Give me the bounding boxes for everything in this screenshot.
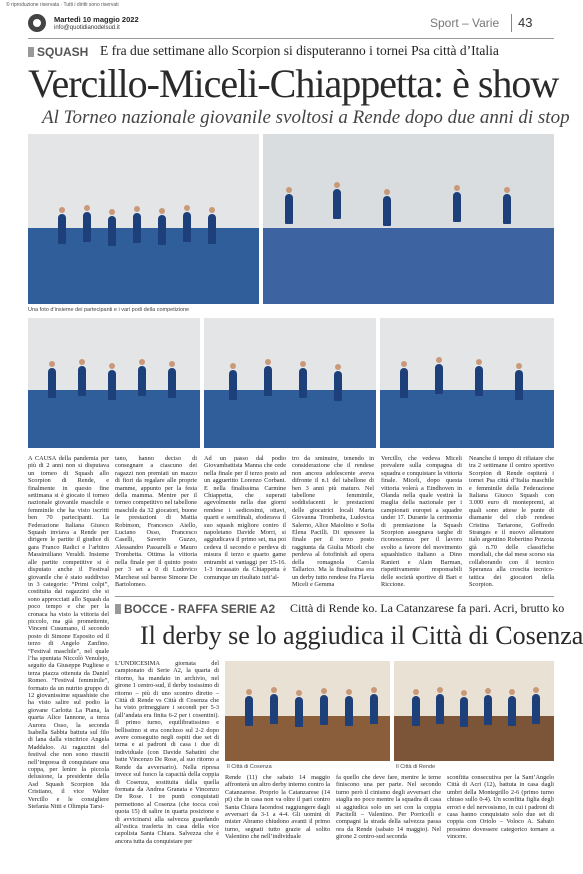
issue-date: Martedì 10 maggio 2022 [54,15,139,24]
podium-photo [380,318,554,448]
page-number: 43 [518,15,533,30]
contact-email: info@quotidianodelsud.it [54,25,120,31]
article-column: A CAUSA della pandemia per più di 2 anni non si disputava un torneo di Squash allo Scorpion di Rende, e finalmente in questo fine settimana si è giocato il torneo nazionale giovanile maschile e femminile che ha visto iscritti ben 70 partecipanti. La Federazione Italiana Giuoco Squash inviava a Rende per dirigere le partite il giudice di gara Franco Radici e l’arbitro Massimiliano Veraldi. Insieme alle partite competitive si è disputato anche il Festival giovanile che è stato suddiviso in 3 categorie: “Primi colpi”, costituita dai ragazzini che si sono approcciati allo Squash da poco tempo e che per la cronaca ha visto la vittoria del piccolo, ma già promettente, Vincent Cusumano, il secondo posto di Simone Esposito ed il terzo di Angelo Zanfino. “Festival maschile”, nel quale l’ha spuntata Niccolò Venulejo, seguito da Giuseppe Pugliese e terza piazza ottenuta da Daniel Romeo. “Festival femminile”, formato da un nutrito gruppo di 12 giovanissime squashiste che ha visto salire sul podio la giovane Carlotta La Piana, la quarta Alice Iannone, a terza Aurora Osso, la seconda Isabella Sabbia battuta sul filo di lana dalla vincitrice Angela Maddaloo. Ai ragazzini del festival che non sono riusciti nell’impresa di conquistare una coppa, per lenire la piccola delusione, la presidente della Asd Squash Scorpion Ida Cristiano, il vice Walter Vercillo e le consigliere Stefania Nitti e Olimpia Tarsi- [28,455,109,811]
photo-caption: Il Città di Cosenza [227,764,272,770]
kicker-square-icon [115,604,121,614]
article-column: L’UNDICESIMA giornata del campionato di Serie A2, la quarta di ritorno, ha mandato in archivio, nel girone 1 centro-sud, il derby tosissimo di ritorno – più di uno scontro diretto – Città di Rende vs Città di Cosenza che ha visto primeggiare i secondi per 5-3 (all’andata era finita 6-2 per i cosentini). Il primo turno, equilibratissimo e bellissimo si era concluso sul 2-2 dopo avere conseguito negli ospiti due set di terna e ai padroni di casa i due di individuale (con Davide Sabatini che batte Vincenzo De Rose, al suo ritorno a Rende da avversario). Nella ripresa invece sul fuoco la capacità della coppia di Cosenza, sostituita dalla quella formata da Andrea Granata e Vincenzo De Rose. I tre punti conquistati permettono al Cosenza (che tocca così quota 15) di salire in quarta posizione e di avvicinarsi alla salvezza guardando all’estica trasferta in casa della vice capolista Santa Chiara. Salvezza che è ancora tutta da conquistare per [115,660,219,845]
divider [511,14,512,32]
newspaper-logo-icon [28,14,46,32]
article-column: Ad un passo dal podio Giovambattista Manna che cede nella finale per il terzo posto ad un aggueritto Lorenzo Corbani. E nella finalissima Carmine Chiappetta, che superati agevolmente nella due giorni rendese i sedicesimi, ottavi, quarti e semifinali, sfoderava il suo squash migliore contro il napoletano Davide Morri, si aggiudicava il primo set, ma poi cedeva il secondo e perdeva di misura il terzo e quarto game entrambi ai vantaggi per 15-16. 1-3 incassato da Chiappetta è comunque un risultato tutt’al- [204,455,286,581]
article-column: tro da sminuire, tenendo in considerazione che il rendese non ancora adolescente aveva difronte il n.1 del tabellone di ben 3 anni più maturo. Nel tabellone femminile, soddisfacenti le prestazioni delle giocatrici locali Marta Giovanna Trombetta, Ludovica Salerno, Alice Maiolino e Sofia Elena Pacilli. Di spessore la finale per il terzo posto raggiunta da Giulia Miceli che perdeva al fotofinish ad opera della romagnola Carola Tallarico. Ma la finalissima era un derby tutto rendese fra Flavia Miceli e Gemma [292,455,375,588]
article-kicker: BOCCE - RAFFA SERIE A2 [124,602,276,616]
article-column: Vercillo, che vedeva Miceli prevalere sulla compagna di squadra e conquistare la vittoria finale. Miceli, dopo questa vittoria volerà a Eindhoven in Olanda nella quale vestirà la maglia della nazionale per i campionati europei a squadre under 17. Durante la cerimonia di premiazione la Squash Scorpion assegnava targhe di riconoscenza per il lavoro svolto a favore del movimento squashistico italiano a Dino Ranieri e Alain Barman, rispettivamente responsabili delle società sportive di Bari e Riccione. [381,455,462,588]
article-kicker-text: Città di Rende ko. La Catanzarese fa pari. Acri, brutto ko [290,601,565,615]
divider [28,38,554,39]
podium-photo [263,134,554,304]
podium-photo [28,318,200,448]
article-headline: Vercillo-Miceli-Chiappetta: è show [28,61,559,106]
photo-caption: Il Città di Rende [396,764,436,770]
article-column: tano, hanno deciso di consegnare a ciascuno dei ragazzi non premiati un mazzo di fiori da regalare alle proprie mamme, appunto per la festa della mamma. Mentre per il torneo competitivo nel tabellone maschile da 32 giocatori, buone le prestazioni di Mattia Robinson, Francesco Aiello, Luciano Osso, Francesco Caselli, Saverio Guzzo, Alessandro Passarelli e Mauro Trombetta. Ottima la vittoria nella finale per il quinto posto per 3 set a 0 di Ludovico Marchese sul barese Simone De Bartolomeo. [115,455,197,588]
team-photo [225,661,390,761]
copyright-notice: © riproduzione riservata · Tutti i diritti sono riservati [6,2,119,8]
podium-photo [204,318,376,448]
article-column: Neanche il tempo di rifiatare che tra 2 settimane il centro sportivo Scorpion di Rende ospiterà i tornei Psa città d’Italia maschile e femminile della Federazione Italiana Giuoco Squash con 3.000 euro di montepremi, ai quali sono attese le punte di diamante del club rendese Cristina Tartarone, Goffredo Stranges e il nuovo allenatore italo argentino Robertino Pezzota già n.70 delle classifiche mondiali, che dal mese scorso sta collaborando con il tecnico Speranza alla crescita tecnico-tattica dei giocatori della Scorpion. [469,455,554,588]
divider [115,596,554,597]
article-column: Rende (11) che sabato 14 maggio affronterà un altro derby interno contro la Catanzarese. Proprio la Catanzarese (14 pt) che in casa non va oltre il pari contro Santa Chiara facendosi raggiungere dagli avversari da 3-1 a 4-4. Gli uomini di mister Abramo chiudono avanti il primo turno, segnati tutto grazie al solito Valentino che nell’individuale [225,774,330,841]
article-kicker: SQUASH [37,45,89,59]
article-column: sconfitta consecutiva per la Sant’Angelo Città di Acri (12), battuta in casa dagli umbri della Montegrillo 2-6 (primo turno chiuso sullo 0-4). Un sconfitta figlia degli errori e del nervosismo, in cui i padroni di casa hanno conquistato solo due set di coppia con Oriolo – Voloco A. Sabato prossimo dovessere categorico tornare a vincere. [447,774,554,841]
article-column: fa quello che deve fare, mentre le terne finiscono una per parte. Nel secondo turno però il cinismo degli avversari che staglia no poco mentre la squadra di casa si aggiudica solo un set con la coppia Pacitelli – Valentino. Per Porricelli e compagni la strada della salvezza passa ora da Rende (sabato 14 maggio). Nel girone 2 centro-sud seconda [336,774,441,841]
group-photo [28,134,259,304]
team-photo [394,661,554,761]
section-title: Sport – Varie [430,16,500,30]
kicker-square-icon [28,47,34,57]
article-subheadline: Al Torneo nazionale giovanile svoltosi a Rende dopo due anni di stop [42,107,570,128]
photo-caption: Una foto d’insieme dei partecipanti e i vari podi della competizione [28,307,190,313]
article-kicker-text: E fra due settimane allo Scorpion si disputeranno i tornei Psa città d’Italia [100,43,499,58]
article-headline: Il derby se lo aggiudica il Città di Cosenza [140,621,583,650]
